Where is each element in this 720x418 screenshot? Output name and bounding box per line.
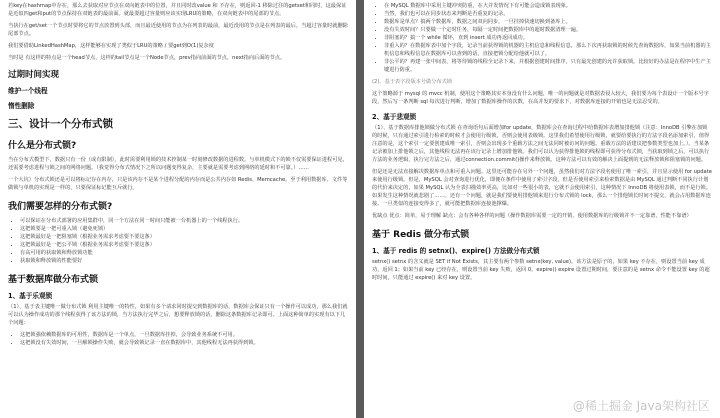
fix-list bbox=[372, 2, 712, 74]
paragraph: 一个大坑）分布式锁还是可以将标记存在内存，只是该内存不是某个进程分配的内存而是公共内存如 Redis、Memcache。至于利用数据库、文件等做锁与单机的实现是一样的，只要保证标记能互斥就行。 bbox=[8, 177, 348, 191]
list-item: • 这把锁没有失效时间，一旦解锁操作失败，就会导致锁记录一直在数据库中，其他线程无法再获得到锁。 bbox=[20, 339, 348, 347]
list-item: • 可以保证在分布式部署的应用集群中，同一个方法在同一时间只能被一台机器上的一个线程执行。 bbox=[20, 217, 348, 225]
list-item: • 没有失效时间？只要做一个定时任务，每隔一定时间把数据库中的超时数据清理一遍。 bbox=[384, 26, 712, 34]
list-item: • 在 MySQL 数据库中采用主键冲突防重，在大并发情况下有可能会造成锁表现象。 bbox=[384, 2, 712, 10]
version-heading: (2)、基于表字段版本号做分布式锁 bbox=[372, 79, 452, 85]
list-item: • 这把锁要是一把可重入锁（避免死锁） bbox=[20, 225, 348, 233]
left-page bbox=[0, 0, 356, 418]
what-is-heading: 什么是分布式锁? bbox=[8, 141, 77, 151]
paragraph: 当时是 有这样的特点是一个head节点，这样的tail节点是一个Node节点，prev指向前面的节点，next指向后面的节点。 bbox=[8, 55, 286, 61]
redis-subheading: 1、基于 redis 的 setnx()、expire() 方法做分布式锁 bbox=[372, 247, 540, 255]
list-item: • 获取锁和释放锁的性能要好 bbox=[20, 257, 348, 265]
list-item: • 非阻塞的？搞一个 while 循环，直到 insert 成功再返回成功。 bbox=[384, 34, 712, 42]
maintain-thread-heading: 维护一个线程 bbox=[8, 87, 48, 95]
optimistic-list bbox=[8, 331, 348, 347]
list-item: • 这把锁强依赖数据库的可用性，数据库是一个单点，一旦数据库挂掉，会导致业务系统不可用。 bbox=[20, 331, 348, 339]
paragraph: 当执行在get/set一个节点时要将它的节点放置到头部，而且最近使用的节点为在列表的最前，最近没用的节点是在列表的最后，当超过容量时就删除尾部节点。 bbox=[8, 23, 348, 37]
watermark: @稀土掘金 Java架构社区 bbox=[572, 399, 710, 413]
right-page bbox=[364, 0, 720, 418]
lazy-delete-heading: 惰性删除 bbox=[8, 102, 35, 110]
list-item: • 非公平的？再建一张中间表，将等待锁的线程全记录下来，并根据创建时间排序，只有最先创建的允许获取锁。比较好的办法是在程序中生产主键进行防重。 bbox=[384, 58, 712, 74]
pessimistic-heading: 2、基于悲观锁 bbox=[372, 113, 417, 121]
list-item: • 这把锁最好是一把公平锁（根据业务需求考虑要不要这条） bbox=[20, 241, 348, 249]
list-item: • 这把锁最好是一把阻塞锁（根据业务需求考虑要不要这条） bbox=[20, 233, 348, 241]
paragraph: 这个策略源于 mysql 的 mvcc 机制，使用这个策略其实本身没有什么问题，唯一的问题就是对数据表侵入较大，我们要为每个表设计一个版本号字段，然后写一条判断 sql 每次进行判断，增加了数据库操作的次数，在高并发的要求下，对数据库连接的开销也是无法忍受的。 bbox=[372, 91, 709, 105]
expire-heading: 过期时间实现 bbox=[8, 70, 60, 80]
paragraph: 若key在hashmap中存在，那么去获取对应节点在双向链表中的位置，并且同时改value 和 不存在，则返回-1 移除过往的getset和同时，这最保证是近似四get和put的节点保持在双链表的最前面。就最要超过容量则应该实现LRU的策略，在双向链表中的尾部的节点。 bbox=[8, 3, 347, 17]
paragraph: （1）、基于表主键唯一做分布式锁 利用主键唯一的特性，如果有多个请求同时提交到数据库的话，数据库会保证只有一个操作可以成功，那么我们就可以认为操作成功的那个线程获得了该方法的锁，当方法执行完毕之后，想要释放锁的话，删除这条数据库记录即可。上面这种简单的实现有以下几个问题： bbox=[8, 304, 348, 326]
paragraph: 我们要借助LinkedHashMap，这样能够在实现了类似于LRU的策略 / 要get到O(1)复杂度 bbox=[8, 43, 214, 49]
optimistic-heading: 1、基于乐观锁 bbox=[8, 292, 53, 300]
paragraph: （1）、基于数据库排他锁做分布式锁 在查询语句后面增加for update，数据库会在查询过程中给数据库表增加排他锁（注意：InnoDB 引擎在加锁的时候，只有通过索引进行检索的时候才会使用行级锁，否则会使用表级锁。这里我们希望使用行级锁，就要给要执行的方法字段名添加索引，值得注意的是，这个索引一定要创建成唯一索引，否则会出现多个重载方法之间无法同时被访问的问题。重载方法的话建议把参数类型也加上。）。当某条记录被加上排他锁之后，其他线程无法再在该行记录上增加排他锁。我们可以认为获得排他锁的线程即可获得分布式锁，当获取到锁之后，可以执行方法的业务逻辑，执行完方法之后，通过connection.commit()操作来释放锁。这种方法可以有效的解决上面提到的无法释放锁和阻塞锁的问题。 bbox=[372, 125, 710, 163]
paragraph: setnx() setnx 的含义就是 SET if Not Exists，其主要有两个参数 setnx(key, value)。该方法是原子的，如果 key 不存在，则设置当前 key 成功，返回 1；如果当前 key 已经存在，则设置当前 key 失败，返回 0。expire() expire 设置过期时间，要注意的是 setnx 命令不能设置 key 的超时时间，只能通过 expire() 来对 key 设置。 bbox=[372, 259, 710, 281]
paragraph: 当在分布式模型下，数据只有一份（或有限制），此时需要利用锁的技术控制某一时刻修改数据的进程数。与单机模式下的锁不仅需要保证进程可见，还需要考虑进程与锁之间的网络问题。（我觉得分布式情况下之所以问题变得复杂，主要就是需要考虑到网络的延时和不可靠。）…… bbox=[8, 157, 348, 171]
pros-cons: 优缺点 优点：简单，易于理解 缺点：会有各种各样的问题（操作数据库需要一定的开销，使用数据库的行级锁并不一定靠谱，性能不靠谱） bbox=[372, 213, 692, 219]
section-title: 三、设计一个分布式锁 bbox=[8, 118, 113, 130]
redis-heading: 基于 Redis 做分布式锁 bbox=[372, 230, 470, 240]
paragraph: 但是还是无法直接解决数据库单点和可重入问题。这里还可能存在另外一个问题，虽然我们对方法字段名使用了唯一索引，并且显示使用 for update 来使用行级锁。但是，MySQL 会对查询进行优化，即便在条件中使用了索引字段，但是否使用索引来检索数据是由 MySQL 通过判断不同执行计划的代价来决定的，如果 MySQL 认为全表扫描效率更高，比如对一些很小的表，它就不会使用索引，这种情况下 InnoDB 将使用表锁，而不是行锁。如果发生这种情况就悲剧了……。还有一个问题，就是我们要使用排他锁来进行分布式锁的 lock，那么一个排他锁长时间不提交，就会占用数据库连接。一旦类似的连接变得多了，就可能把数据库连接池撑爆。 bbox=[372, 169, 712, 207]
need-heading: 我们需要怎样的分布式锁? bbox=[8, 202, 113, 212]
list-item: • 非重入的？在数据库表中加个字段，记录当前获得锁的机器的主机信息和线程信息，那么下次再获取锁的时候先查询数据库，如果当前机器的主机信息和线程信息在数据库可以查到的话，直接把锁分配给他就可以了。 bbox=[384, 42, 712, 58]
need-list bbox=[8, 217, 348, 265]
list-item: • 数据库是单点？搞两个数据库，数据之间双向同步，一旦挂掉快速切换到备库上。 bbox=[384, 18, 712, 26]
db-lock-heading: 基于数据库做分布式锁 bbox=[8, 275, 99, 285]
list-item: • 有高可用的获取锁和释放锁功能 bbox=[20, 249, 348, 257]
list-item: • 当然，我们也可以在同步状态来判断是否重复的记录。 bbox=[384, 10, 712, 18]
